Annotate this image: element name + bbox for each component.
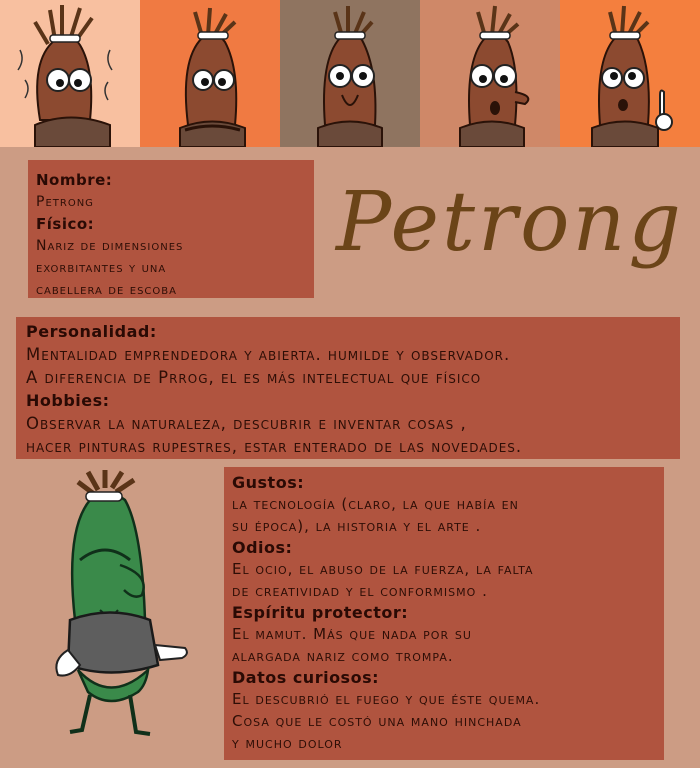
- expression-panel-arms-crossed: [140, 0, 280, 147]
- green-character-illustration: [50, 470, 200, 750]
- gustos-line: la tecnología (claro, la que había en: [232, 495, 519, 513]
- personalidad-line: A diferencia de Prrog, el es más intelectual que físico: [26, 368, 482, 387]
- fisico-line: exorbitantes y una: [36, 260, 167, 276]
- character-idea-illustration: [560, 0, 700, 147]
- expression-panel-surprised: [420, 0, 560, 147]
- character-serious-illustration: [280, 0, 420, 147]
- gustos-label: Gustos:: [232, 473, 305, 492]
- expression-panel-shocked: [0, 0, 140, 147]
- espiritu-label: Espíritu protector:: [232, 603, 409, 622]
- datos-line: El descubrió el fuego y que éste quema.: [232, 690, 541, 708]
- expression-panel-serious: [280, 0, 420, 147]
- datos-line: y mucho dolor: [232, 734, 343, 752]
- character-arms-crossed-illustration: [140, 0, 280, 147]
- fisico-label: Físico:: [36, 215, 95, 233]
- odios-label: Odios:: [232, 538, 293, 557]
- mascot-figure: [50, 470, 200, 754]
- personalidad-line: Mentalidad emprendedora y abierta. humilde y observador.: [26, 345, 511, 364]
- character-shocked-illustration: [0, 0, 140, 147]
- hobbies-line: Observar la naturaleza, descubrir e inventar cosas ,: [26, 414, 467, 433]
- espiritu-line: El mamut. Más que nada por su: [232, 625, 472, 643]
- personality-card: [16, 317, 680, 459]
- fisico-line: cabellera de escoba: [36, 282, 177, 298]
- hobbies-line: hacer pinturas rupestres, estar enterado de las novedades.: [26, 437, 523, 456]
- character-name-title: Petrong: [336, 175, 684, 270]
- nombre-label: Nombre:: [36, 171, 113, 189]
- personalidad-label: Personalidad:: [26, 322, 157, 341]
- expression-strip: [0, 0, 700, 147]
- character-surprised-illustration: [420, 0, 560, 147]
- odios-line: El ocio, el abuso de la fuerza, la falta: [232, 560, 534, 578]
- gustos-line: su época), la historia y el arte .: [232, 517, 482, 535]
- datos-line: Cosa que le costó una mano hinchada: [232, 712, 522, 730]
- profile-card: [28, 160, 314, 298]
- datos-label: Datos curiosos:: [232, 668, 379, 687]
- details-card: [224, 467, 664, 760]
- nombre-value: Petrong: [36, 194, 94, 210]
- hobbies-label: Hobbies:: [26, 391, 110, 410]
- expression-panel-idea: [560, 0, 700, 147]
- espiritu-line: alargada nariz como trompa.: [232, 647, 454, 665]
- odios-line: de creatividad y el conformismo .: [232, 582, 488, 600]
- fisico-line: Nariz de dimensiones: [36, 238, 184, 254]
